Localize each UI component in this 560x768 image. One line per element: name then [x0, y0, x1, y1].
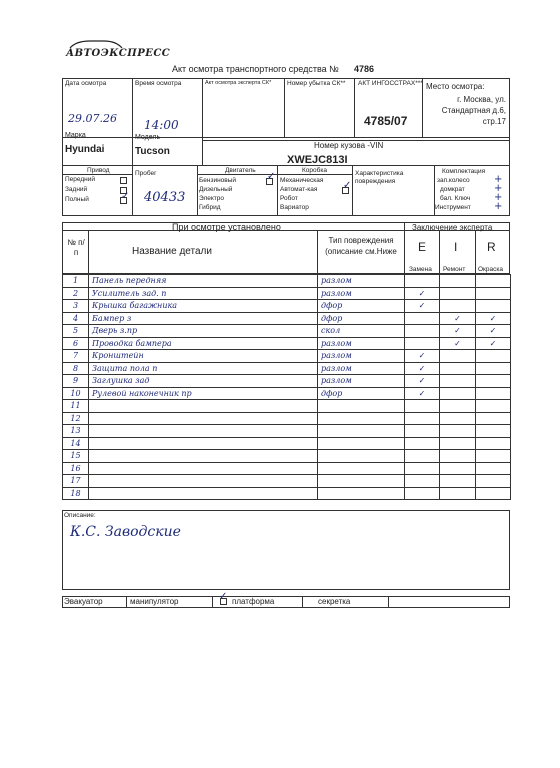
row-paint-mark — [476, 450, 511, 463]
time-value: 14:00 — [144, 118, 179, 132]
row-damage-type — [318, 462, 405, 475]
row-part-name: Панель передняя — [89, 275, 318, 288]
row-repair-mark — [440, 450, 476, 463]
row-repair-mark — [440, 437, 476, 450]
row2-box — [62, 130, 510, 166]
row-replace-mark — [405, 462, 440, 475]
row-repair-mark: ✓ — [440, 312, 476, 325]
row-part-name — [89, 450, 318, 463]
row-damage-type — [318, 425, 405, 438]
row-part-name: Бампер з — [89, 312, 318, 325]
engine-electric: Электро — [199, 195, 224, 202]
act-number: 4786 — [354, 64, 375, 74]
row-part-name: Проводка бампера — [89, 337, 318, 350]
row-number: 12 — [63, 412, 89, 425]
row-repair-mark — [440, 387, 476, 400]
equipment-wrench: бал. Ключ — [440, 195, 471, 202]
row-damage-type — [318, 475, 405, 488]
date-label: Дата осмотра — [65, 80, 107, 87]
company-logo — [66, 48, 170, 59]
damage-char-label: Характеристика повреждения — [355, 170, 404, 185]
time-label: Время осмотра — [135, 80, 182, 87]
row-paint-mark — [476, 462, 511, 475]
row-replace-mark: ✓ — [405, 350, 440, 363]
row-damage-type — [318, 412, 405, 425]
drive-label: Привод — [87, 167, 110, 174]
table-row — [63, 487, 511, 500]
row-part-name — [89, 462, 318, 475]
row-replace-mark — [405, 412, 440, 425]
date-value: 29.07.26 — [68, 112, 117, 125]
equipment-label: Комплектация — [442, 168, 486, 175]
table-row — [63, 300, 511, 313]
tow-secret: секретка — [318, 597, 351, 606]
row-replace-mark: ✓ — [405, 375, 440, 388]
mileage-value: 40433 — [144, 190, 186, 205]
row-repair-mark — [440, 287, 476, 300]
row-paint-mark — [476, 275, 511, 288]
gearbox-variator: Вариатор — [280, 204, 309, 211]
tow-evacuator: Эвакуатор — [64, 597, 103, 606]
col-part-header: Название детали — [132, 246, 212, 257]
row-repair-mark — [440, 487, 476, 500]
row-damage-type: разлом — [318, 275, 405, 288]
row-replace-mark — [405, 437, 440, 450]
table-row — [63, 362, 511, 375]
col-r-header: R — [487, 240, 496, 254]
row-replace-mark — [405, 425, 440, 438]
row-number: 6 — [63, 337, 89, 350]
row-part-name — [89, 437, 318, 450]
table-row — [63, 375, 511, 388]
equipment-spare-mark: + — [494, 174, 503, 185]
row-replace-mark — [405, 337, 440, 350]
drive-full: Полный — [65, 196, 89, 203]
equipment-tools: Инструмент — [435, 204, 471, 211]
table-row — [63, 462, 511, 475]
vin-value: XWEJC813I — [287, 154, 348, 166]
row-replace-mark: ✓ — [405, 287, 440, 300]
row-number: 11 — [63, 400, 89, 413]
row-part-name: Кронштейн — [89, 350, 318, 363]
row-repair-mark — [440, 350, 476, 363]
row-paint-mark — [476, 362, 511, 375]
row-replace-mark: ✓ — [405, 362, 440, 375]
row-paint-mark — [476, 425, 511, 438]
col-i-header: I — [454, 240, 458, 254]
table-row — [63, 400, 511, 413]
col-no-header: № п/п — [67, 238, 85, 257]
row-number: 4 — [63, 312, 89, 325]
inspection-table — [62, 274, 511, 500]
inspection-form — [62, 40, 510, 720]
equipment-jack: домкрат — [440, 186, 465, 193]
engine-petrol-tick: ✓ — [267, 171, 276, 182]
row-repair-mark: ✓ — [440, 325, 476, 338]
description-box — [62, 510, 510, 590]
row-damage-type: дфор — [318, 387, 405, 400]
car-icon — [66, 39, 126, 49]
model-label: Модель — [135, 134, 161, 141]
col-e-header: E — [418, 240, 427, 254]
row-damage-type: разлом — [318, 362, 405, 375]
row-paint-mark — [476, 412, 511, 425]
row-number: 16 — [63, 462, 89, 475]
drive-full-tick: ✓ — [121, 191, 130, 202]
engine-label: Двигатель — [225, 167, 256, 174]
row-number: 9 — [63, 375, 89, 388]
row-repair-mark: ✓ — [440, 337, 476, 350]
table-row — [63, 425, 511, 438]
row-replace-mark: ✓ — [405, 300, 440, 313]
equipment-wrench-mark: + — [494, 192, 503, 203]
table-row — [63, 275, 511, 288]
equipment-jack-mark: + — [494, 183, 503, 194]
ingos-act-value: 4785/07 — [364, 114, 408, 128]
row-number: 13 — [63, 425, 89, 438]
drive-rear: Задний — [65, 186, 88, 193]
table-row — [63, 350, 511, 363]
row-number: 10 — [63, 387, 89, 400]
row-replace-mark — [405, 275, 440, 288]
table-row — [63, 437, 511, 450]
row-number: 15 — [63, 450, 89, 463]
row-number: 17 — [63, 475, 89, 488]
row-repair-mark — [440, 475, 476, 488]
row-part-name: Защита пола п — [89, 362, 318, 375]
row-paint-mark — [476, 300, 511, 313]
row-paint-mark: ✓ — [476, 312, 511, 325]
description-label: Описание: — [64, 512, 96, 519]
row-repair-mark — [440, 300, 476, 313]
gearbox-manual: Механическая — [280, 177, 324, 184]
table-row — [63, 412, 511, 425]
row-part-name: Крышка багажника — [89, 300, 318, 313]
row-damage-type — [318, 400, 405, 413]
row-part-name: Рулевой наконечник пр — [89, 387, 318, 400]
row-part-name: Дверь з.пр — [89, 325, 318, 338]
row-damage-type: разлом — [318, 375, 405, 388]
row-part-name — [89, 412, 318, 425]
place-value: г. Москва, ул. Стандартная д.6, стр.17 — [441, 95, 506, 126]
row-damage-type: разлом — [318, 350, 405, 363]
gearbox-label: Коробка — [302, 167, 327, 174]
engine-petrol: Бензиновый — [199, 177, 237, 184]
row-part-name — [89, 487, 318, 500]
row-replace-mark — [405, 400, 440, 413]
row-part-name: Заглушка зад — [89, 375, 318, 388]
make-label: Марка — [65, 132, 86, 139]
row-part-name — [89, 475, 318, 488]
row-paint-mark — [476, 287, 511, 300]
row-damage-type: дфор — [318, 312, 405, 325]
expert-act-label: Акт осмотра эксперта СК* — [205, 80, 272, 86]
row-damage-type — [318, 437, 405, 450]
row-repair-mark — [440, 375, 476, 388]
row-part-name — [89, 400, 318, 413]
row-replace-mark — [405, 450, 440, 463]
row-damage-type: скол — [318, 325, 405, 338]
row-damage-type — [318, 450, 405, 463]
gearbox-automatic-tick: ✓ — [343, 180, 352, 191]
ingos-act-label: АКТ ИНГОССТРАХ*** — [358, 80, 423, 87]
col-damage-header: Тип повреждения (описание см.Ниже — [325, 236, 397, 256]
row-repair-mark — [440, 412, 476, 425]
row-number: 18 — [63, 487, 89, 500]
row-paint-mark — [476, 437, 511, 450]
table-row — [63, 337, 511, 350]
drive-front-checkbox — [120, 177, 127, 184]
row-repair-mark — [440, 462, 476, 475]
row-repair-mark — [440, 425, 476, 438]
row-repair-mark — [440, 362, 476, 375]
row-part-name — [89, 425, 318, 438]
model-value: Tucson — [135, 146, 170, 157]
row-replace-mark — [405, 475, 440, 488]
table-section-title: При осмотре установлено — [172, 222, 281, 232]
form-title: Акт осмотра транспортного средства № — [172, 64, 339, 74]
equipment-tools-mark: + — [494, 201, 503, 212]
row-damage-type — [318, 487, 405, 500]
vin-label: Номер кузова -VIN — [314, 141, 384, 150]
row-number: 1 — [63, 275, 89, 288]
engine-hybrid: Гибрид — [199, 204, 221, 211]
row-paint-mark — [476, 350, 511, 363]
row-damage-type: разлом — [318, 287, 405, 300]
row-paint-mark: ✓ — [476, 337, 511, 350]
row-paint-mark: ✓ — [476, 325, 511, 338]
table-row — [63, 312, 511, 325]
row-paint-mark — [476, 487, 511, 500]
row-damage-type: разлом — [318, 337, 405, 350]
row-number: 14 — [63, 437, 89, 450]
loss-number-label: Номер убытка СК** — [287, 80, 346, 87]
tow-platform-tick: ✓ — [219, 591, 228, 602]
row-replace-mark — [405, 325, 440, 338]
row-damage-type: дфор — [318, 300, 405, 313]
col-e-sub: Замена — [409, 266, 432, 273]
description-value: К.С. Заводские — [70, 524, 181, 540]
gearbox-automatic: Автомат-кая — [280, 186, 318, 193]
row-paint-mark — [476, 400, 511, 413]
table-row — [63, 325, 511, 338]
engine-diesel: Дизельный — [199, 186, 233, 193]
row-number: 8 — [63, 362, 89, 375]
row-replace-mark — [405, 487, 440, 500]
drive-front: Передний — [65, 176, 96, 183]
gearbox-robot: Робот — [280, 195, 298, 202]
row-paint-mark — [476, 387, 511, 400]
row-paint-mark — [476, 475, 511, 488]
row-number: 7 — [63, 350, 89, 363]
mileage-label: Пробег — [135, 170, 157, 177]
make-value: Hyundai — [65, 144, 105, 155]
row-number: 3 — [63, 300, 89, 313]
row-part-name: Усилитель зад. п — [89, 287, 318, 300]
row-repair-mark — [440, 400, 476, 413]
conclusion-title: Заключение эксперта — [412, 223, 493, 232]
table-row — [63, 450, 511, 463]
row-number: 5 — [63, 325, 89, 338]
table-row — [63, 475, 511, 488]
row-number: 2 — [63, 287, 89, 300]
row-repair-mark — [440, 275, 476, 288]
tow-platform: платформа — [232, 597, 275, 606]
place-label: Место осмотра: — [426, 82, 485, 91]
table-row — [63, 287, 511, 300]
col-r-sub: Окраска — [478, 266, 503, 273]
tow-manipulator: манипулятор — [130, 597, 179, 606]
row-paint-mark — [476, 375, 511, 388]
row-replace-mark — [405, 312, 440, 325]
col-i-sub: Ремонт — [443, 266, 466, 273]
equipment-spare: зап.колесо — [437, 177, 470, 184]
row-replace-mark: ✓ — [405, 387, 440, 400]
table-row — [63, 387, 511, 400]
logo-text: АВТОЭКСПРЕСС — [66, 48, 171, 59]
